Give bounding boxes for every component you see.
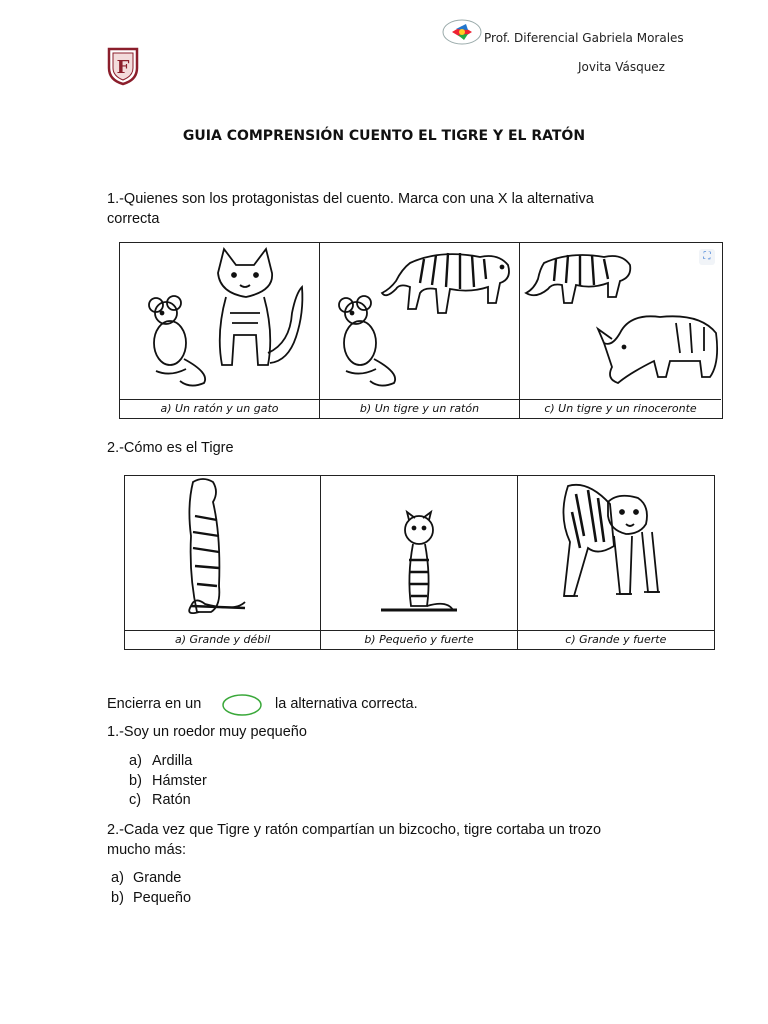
question-4-options (111, 869, 191, 908)
skinny-tiger-image (125, 476, 320, 630)
page-title: GUIA COMPRENSIÓN CUENTO EL TIGRE Y EL RATÓN (182, 128, 586, 144)
tiger-option-a-panel[interactable] (125, 476, 321, 649)
option-c-panel[interactable] (520, 243, 721, 418)
question-3-text: 1.-Soy un roedor muy pequeño (107, 724, 307, 740)
list-item[interactable]: b) Pequeño (111, 889, 192, 906)
question-4-text: 2.-Cada vez que Tigre y ratón compartían un bizcocho, tigre cortaba un trozo mucho más: (107, 822, 602, 858)
protagonists-image-table (119, 242, 723, 419)
list-item[interactable]: c) Ratón (129, 792, 191, 808)
list-item[interactable]: a) Grande (111, 870, 182, 886)
teacher-name-line1: Prof. Diferencial Gabriela Morales (484, 31, 684, 45)
tiger-option-a-caption: a) Grande y débil (125, 630, 320, 649)
tiger-option-b-caption: b) Pequeño y fuerte (321, 630, 516, 649)
tiger-option-c-caption: c) Grande y fuerte (518, 630, 714, 649)
big-tiger-image (518, 476, 714, 630)
image-expand-icon[interactable]: ⛶ (699, 249, 715, 265)
option-a-panel[interactable] (120, 243, 320, 418)
school-crest-icon (106, 46, 140, 86)
question-3-options (129, 752, 207, 811)
tiger-and-rhino-image (520, 243, 721, 399)
tiger-type-image-table (124, 475, 715, 650)
teacher-name-line2: Jovita Vásquez (578, 60, 665, 74)
program-logo-icon (442, 18, 482, 46)
mouse-and-cat-image (120, 243, 319, 399)
svg-text:F: F (116, 57, 130, 78)
list-item[interactable]: a) Ardilla (129, 753, 193, 769)
option-a-caption: a) Un ratón y un gato (120, 399, 319, 418)
instruction-after-text: la alternativa correcta. (275, 696, 418, 712)
tiger-option-b-panel[interactable] (321, 476, 517, 649)
tiger-option-c-panel[interactable] (518, 476, 714, 649)
instruction-before-text: Encierra en un (107, 696, 202, 712)
option-c-caption: c) Un tigre y un rinoceronte (520, 399, 721, 418)
list-item[interactable]: b) Hámster (129, 772, 207, 789)
tiger-and-mouse-image (320, 243, 519, 399)
option-b-panel[interactable] (320, 243, 520, 418)
oval-shape-icon (222, 694, 262, 716)
small-tiger-image (321, 476, 516, 630)
question-1-text: 1.-Quienes son los protagonistas del cuento. Marca con una X la alternativa correcta (107, 191, 594, 227)
option-b-caption: b) Un tigre y un ratón (320, 399, 519, 418)
question-2-text: 2.-Cómo es el Tigre (107, 440, 234, 456)
